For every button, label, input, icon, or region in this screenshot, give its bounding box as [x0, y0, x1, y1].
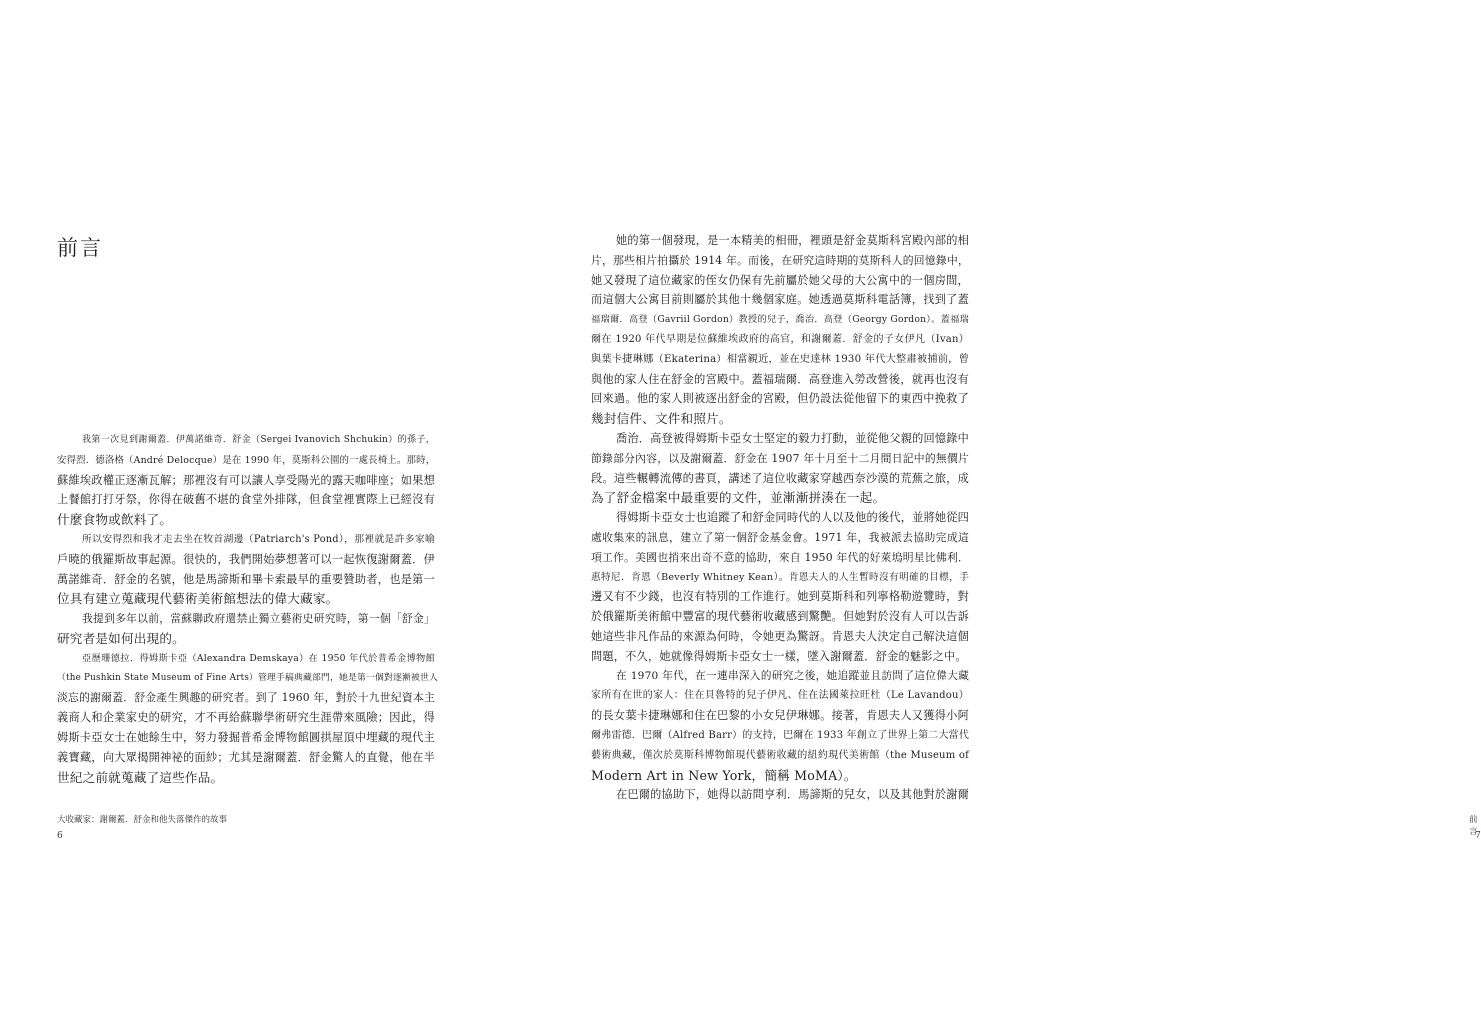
- text-line: 與葉卡捷琳娜（Ekaterina）相當親近，並在史達林 1930 年代大整肅被捕前，曾: [591, 353, 969, 365]
- text-line: 爾弗雷德．巴爾（Alfred Barr）的支持，巴爾在 1933 年創立了世界上第二大當代: [591, 729, 970, 741]
- text-line: 節錄部分內容，以及謝爾蓋．舒金在 1907 年十月至十二月間日記中的無價片: [591, 451, 969, 465]
- text-line: 為了舒金檔案中最重要的文件，並漸漸拼湊在一起。: [591, 490, 886, 506]
- right-body-text: [591, 231, 969, 805]
- text-line: 安得烈．德洛格（André Delocque）是在 1990 年，莫斯科公園的一處長椅上。那時，: [57, 454, 436, 466]
- text-line: 幾封信件、文件和照片。: [591, 411, 732, 427]
- text-line: 她這些非凡作品的來源為何時，令她更為驚訝。肯恩夫人決定自己解決這個: [591, 629, 969, 643]
- text-line: 戶曉的俄羅斯故事起源。很快的，我們開始夢想著可以一起恢復謝爾蓋．伊: [57, 552, 435, 566]
- left-page-number: 6: [57, 831, 63, 841]
- text-line: 萬諾維奇．舒金的名號，他是馬諦斯和畢卡索最早的重要贊助者，也是第一: [57, 572, 435, 586]
- text-line: （the Pushkin State Museum of Fine Arts）管理手稿典藏部門，她是第一個對逐漸被世人: [57, 672, 438, 683]
- text-line: 世紀之前就蒐藏了這些作品。: [57, 769, 224, 785]
- text-line: 研究者是如何出現的。: [57, 630, 185, 646]
- text-line: 什麼食物或飲料了。: [57, 512, 173, 528]
- text-line: 在 1970 年代，在一連串深入的研究之後，她追蹤並且訪問了這位偉大藏: [616, 669, 969, 682]
- text-line: 所以安得烈和我才走去坐在牧首湖邊（Patriarch's Pond），那裡就是許多家喻: [82, 533, 435, 545]
- text-line: 與他的家人住在舒金的宮殿中。蓋福瑞爾．高登進入勞改營後，就再也沒有: [591, 372, 969, 386]
- text-line: 位具有建立蒐藏現代藝術美術館想法的偉大藏家。: [57, 591, 339, 607]
- right-page-number: 7: [1475, 831, 1481, 841]
- chapter-heading: 前言: [57, 236, 103, 260]
- text-line: 喬治．高登被得姆斯卡亞女士堅定的毅力打動，並從他父親的回憶錄中: [616, 431, 970, 445]
- right-page: [512, 0, 1481, 1024]
- text-line: 邊又有不少錢，也沒有特別的工作進行。她到莫斯科和列寧格勒遊覽時，對: [591, 590, 969, 604]
- text-line: 我第一次見到謝爾蓋．伊萬諾維奇．舒金（Sergei Ivanovich Shchukin）的孫子，: [82, 435, 435, 445]
- text-line: 得姆斯卡亞女士也追蹤了和舒金同時代的人以及他的後代，並將她從四: [616, 511, 970, 525]
- text-line: 她又發現了這位藏家的侄女仍保有先前屬於她父母的大公寓中的一個房間，: [591, 273, 969, 287]
- text-line: 我提到多年以前，當蘇聯政府還禁止獨立藝術史研究時，第一個「舒金」: [82, 612, 435, 626]
- text-line: 的長女葉卡捷琳娜和住在巴黎的小女兒伊琳娜。接著，肯恩夫人又獲得小阿: [591, 709, 969, 723]
- text-line: 段。這些輾轉流傳的書頁，講述了這位收藏家穿越西奈沙漠的荒蕪之旅，成: [591, 471, 969, 485]
- left-running-footer: 大收藏家：謝爾蓋．舒金和他失落傑作的故事: [57, 815, 228, 825]
- text-line: 於俄羅斯美術館中豐富的現代藝術收藏感到驚艷。但她對於沒有人可以告訴: [591, 610, 969, 624]
- text-line: 義寶藏，向大眾揭開神祕的面紗；尤其是謝爾蓋．舒金驚人的直覺，他在半: [57, 750, 435, 764]
- text-line: 義商人和企業家史的研究，才不再給蘇聯學術研究生涯帶來風險；因此，得: [57, 711, 435, 725]
- left-page: [0, 0, 512, 1024]
- text-line: Modern Art in New York，簡稱 MoMA）。: [591, 767, 857, 783]
- text-line: 藝術典藏，僅次於莫斯科博物館現代藝術收藏的紐約現代美術館（the Museum of: [591, 749, 969, 761]
- text-line: 而這個大公寓目前則屬於其他十幾個家庭。她透過莫斯科電話簿，找到了蓋: [591, 293, 969, 307]
- text-line: 上餐館打打牙祭，你得在破舊不堪的食堂外排隊，但食堂裡實際上已經沒有: [57, 493, 435, 507]
- text-line: 爾在 1920 年代早期是位蘇維埃政府的高官，和謝爾蓋．舒金的子女伊凡（Ivan）: [591, 333, 969, 345]
- text-line: 處收集來的訊息，建立了第一個舒金基金會。1971 年，我被派去協助完成這: [591, 530, 969, 544]
- text-line: 福瑞爾．高登（Gavriil Gordon）教授的兒子，喬治．高登（Georgy Gordon）。蓋福瑞: [591, 314, 969, 326]
- right-running-footer: 前言: [1469, 815, 1478, 837]
- text-line: 問題，不久，她就像得姆斯卡亞女士一樣，墜入謝爾蓋．舒金的魅影之中。: [591, 649, 967, 663]
- text-line: 惠特尼．肯恩（Beverly Whitney Kean）。肯恩夫人的人生暫時沒有明確的目標，手: [591, 571, 969, 583]
- text-line: 項工作。美國也捎來出奇不意的協助，來自 1950 年代的好萊塢明星比佛利．: [591, 550, 969, 564]
- text-line: 回來過。他的家人則被逐出舒金的宮殿，但仍設法從他留下的東西中挽救了: [591, 392, 969, 406]
- text-line: 蘇維埃政權正逐漸瓦解；那裡沒有可以讓人享受陽光的露天咖啡座；如果想: [57, 473, 435, 487]
- text-line: 姆斯卡亞女士在她餘生中，努力發掘普希金博物館圓拱屋頂中埋藏的現代主: [57, 730, 435, 744]
- text-line: 片，那些相片拍攝於 1914 年。而後，在研究這時期的莫斯科人的回憶錄中，: [591, 253, 969, 267]
- text-line: 家所有在世的家人：住在貝魯特的兒子伊凡、住在法國萊拉旺杜（Le Lavandou）: [591, 690, 969, 702]
- text-line: 在巴爾的協助下，她得以訪問亨利．馬諦斯的兒女，以及其他對於謝爾: [616, 788, 970, 802]
- text-line: 淡忘的謝爾蓋．舒金產生興趣的研究者。到了 1960 年，對於十九世紀資本主: [57, 691, 435, 705]
- text-line: 亞歷珊德拉．得姆斯卡亞（Alexandra Demskaya）在 1950 年代於普希金博物館: [82, 652, 435, 664]
- text-line: 她的第一個發現，是一本精美的相冊，裡頭是舒金莫斯科宮殿內部的相: [616, 234, 970, 247]
- left-body-text: [57, 431, 438, 787]
